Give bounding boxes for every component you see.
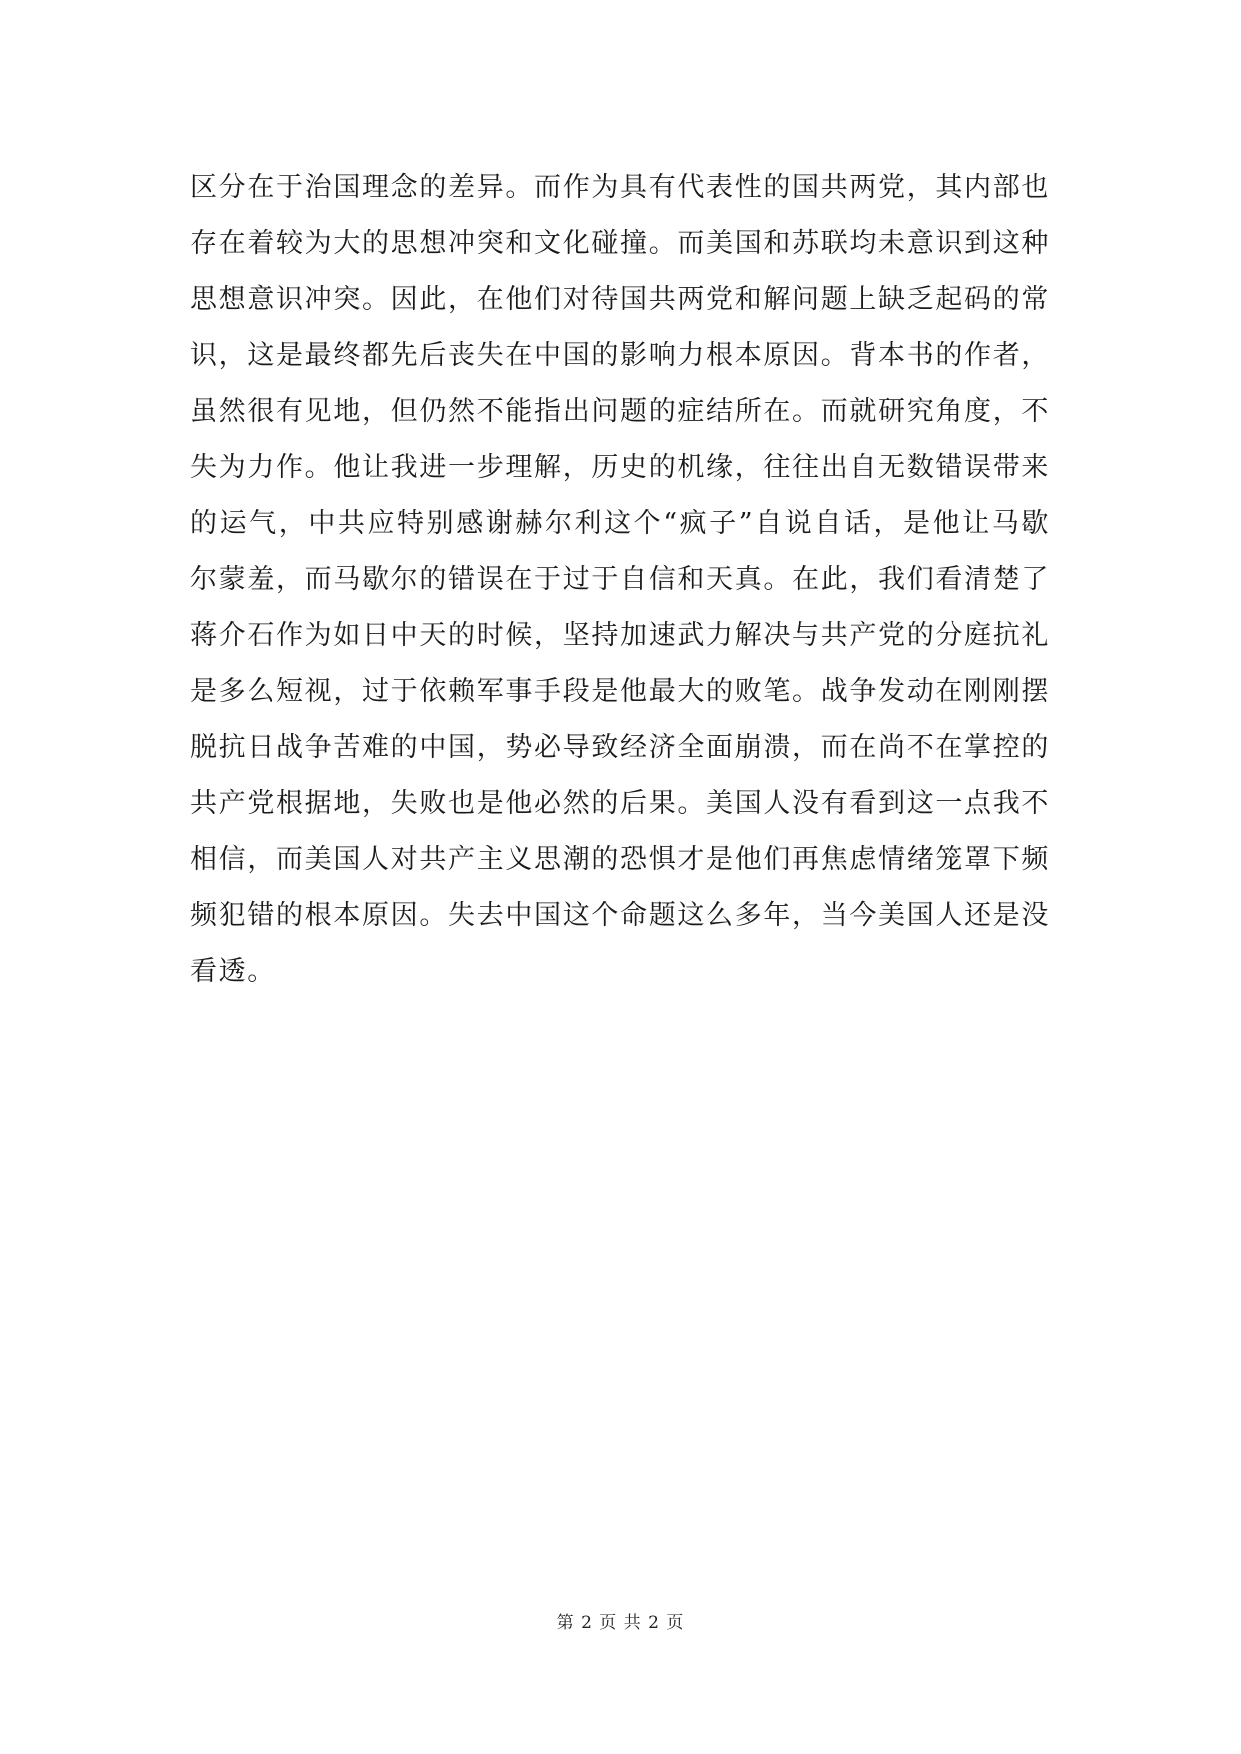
text-line: 识，这是最终都先后丧失在中国的影响力根本原因。背本书的作者， xyxy=(190,340,1050,371)
text-line: 共产党根据地，失败也是他必然的后果。美国人没有看到这一点我不 xyxy=(190,788,1050,819)
text-line: 的运气，中共应特别感谢赫尔利这个“疯子”自说自话，是他让马歇 xyxy=(190,508,1050,539)
text-line: 存在着较为大的思想冲突和文化碰撞。而美国和苏联均未意识到这种 xyxy=(190,228,1050,259)
text-line: 尔蒙羞，而马歇尔的错误在于过于自信和天真。在此，我们看清楚了 xyxy=(190,564,1050,595)
text-line: 区分在于治国理念的差异。而作为具有代表性的国共两党，其内部也 xyxy=(190,172,1050,203)
text-line: 相信，而美国人对共产主义思潮的恐惧才是他们再焦虑情绪笼罩下频 xyxy=(190,844,1050,875)
text-line: 脱抗日战争苦难的中国，势必导致经济全面崩溃，而在尚不在掌控的 xyxy=(190,732,1050,763)
page-number-footer: 第 2 页 共 2 页 xyxy=(556,1613,685,1633)
text-line: 思想意识冲突。因此，在他们对待国共两党和解问题上缺乏起码的常 xyxy=(190,284,1050,315)
text-line: 虽然很有见地，但仍然不能指出问题的症结所在。而就研究角度，不 xyxy=(190,396,1050,427)
text-line: 是多么短视，过于依赖军事手段是他最大的败笔。战争发动在刚刚摆 xyxy=(190,676,1050,707)
text-line: 失为力作。他让我进一步理解，历史的机缘，往往出自无数错误带来 xyxy=(190,452,1050,483)
text-line: 看透。 xyxy=(190,956,276,987)
body-paragraph xyxy=(190,160,1050,1000)
text-line: 蒋介石作为如日中天的时候，坚持加速武力解决与共产党的分庭抗礼 xyxy=(190,620,1050,651)
text-line: 频犯错的根本原因。失去中国这个命题这么多年，当今美国人还是没 xyxy=(190,900,1050,931)
